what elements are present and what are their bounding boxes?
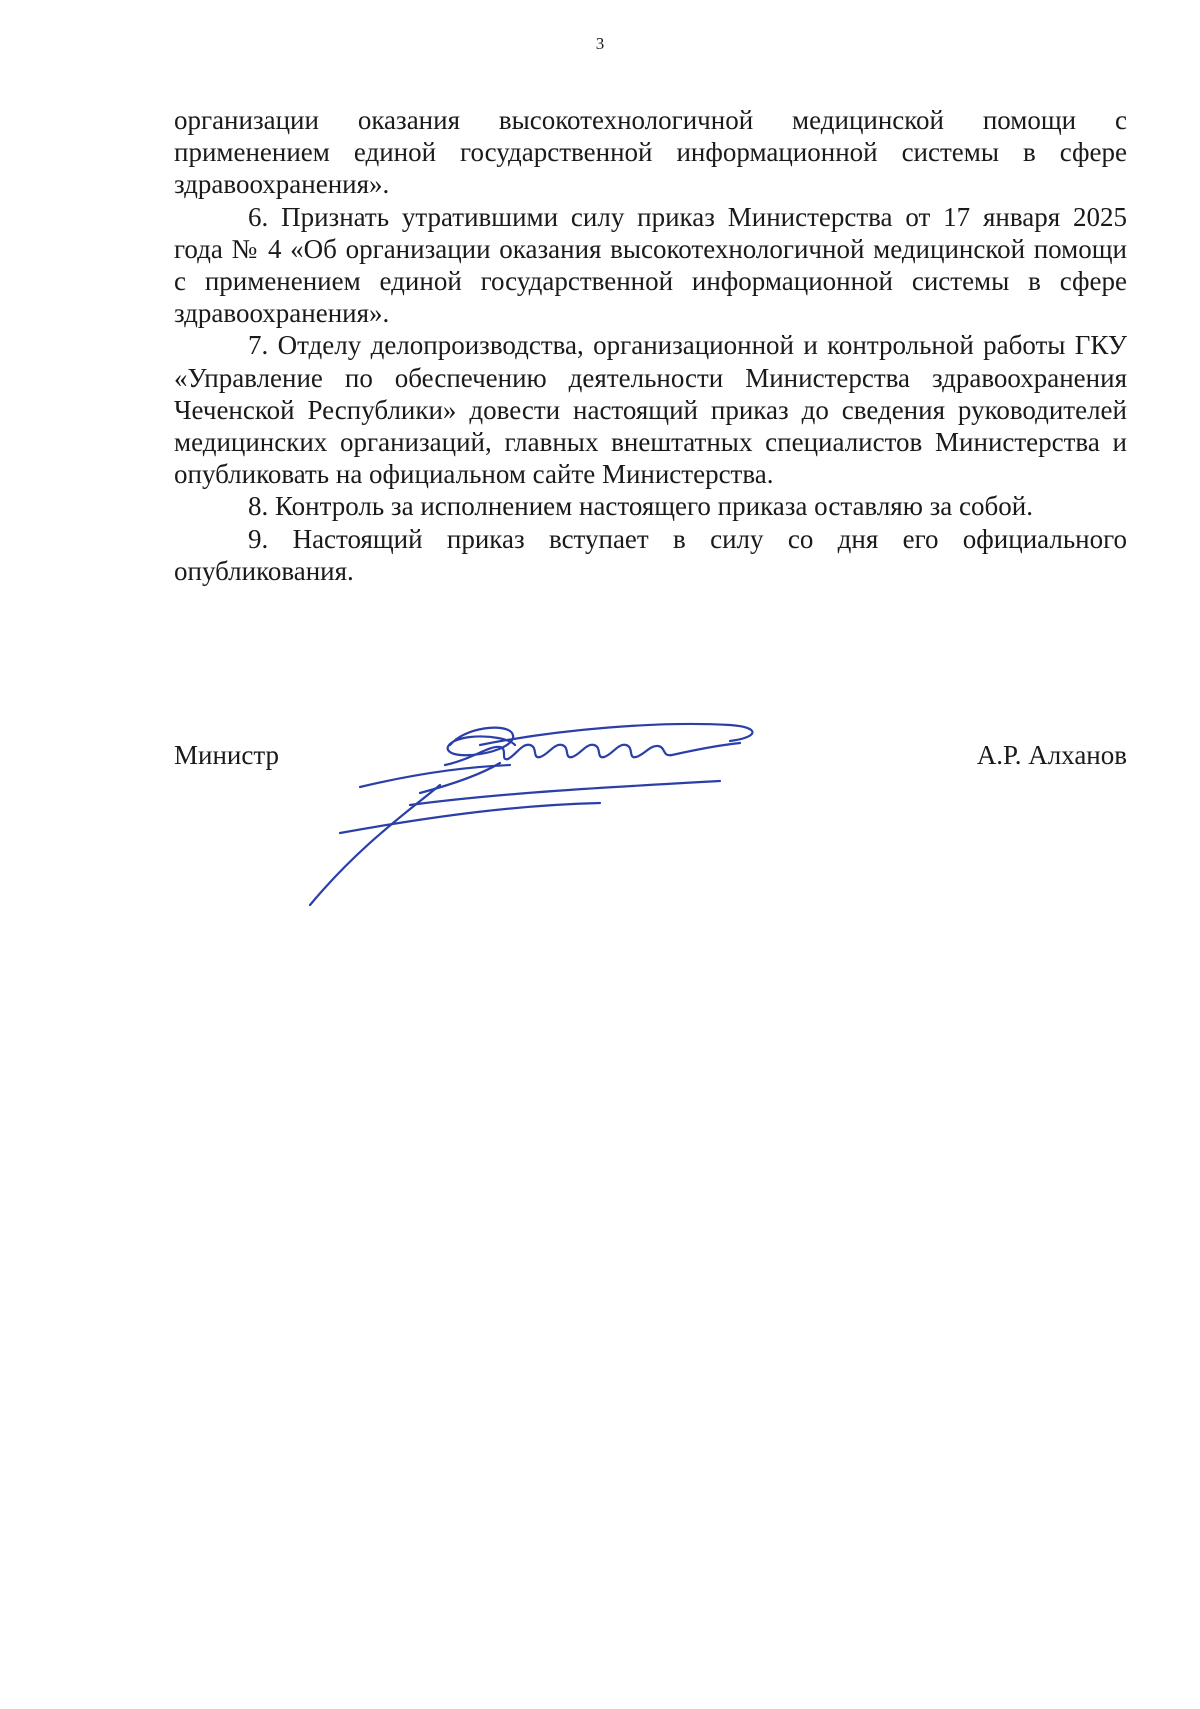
paragraph-item-6: 6. Признать утратившими силу приказ Министерства от 17 января 2025 года № 4 «Об организации оказания высокотехнологичной медицинской помощи с применением единой государственной информационной системы в сфере здравоохранения».	[174, 201, 1127, 329]
signature-top-flourish	[480, 724, 753, 745]
signature-tail-hook	[420, 763, 500, 793]
signer-title: Министр	[174, 740, 279, 770]
signer-name: А.Р. Алханов	[976, 740, 1127, 770]
signature-wave-stroke	[445, 743, 740, 765]
paragraph-item-8: 8. Контроль за исполнением настоящего приказа оставляю за собой.	[248, 491, 1033, 522]
paragraph-item-9: 9. Настоящий приказ вступает в силу со дня его официального опубликования.	[174, 523, 1127, 586]
signature-lower-sweep	[340, 803, 600, 833]
document-body	[174, 104, 1127, 587]
paragraph-continuation: организации оказания высокотехнологичной медицинской помощи с применением единой государственной информационной системы в сфере здравоохранения».	[174, 105, 1127, 200]
signature-long-underline	[410, 781, 720, 805]
paragraph-item-7: 7. Отделу делопроизводства, организационной и контрольной работы ГКУ «Управление по обеспечению деятельности Министерства здравоохранения Чеченской Республики» довести настоящий приказ до сведения руководителей медицинских организаций, главных внештатных специалистов Министерства и опубликовать на официальном сайте Министерства.	[174, 330, 1127, 490]
page-number: 3	[595, 34, 605, 53]
signature-left-stroke	[360, 765, 510, 787]
handwritten-signature	[300, 715, 800, 925]
